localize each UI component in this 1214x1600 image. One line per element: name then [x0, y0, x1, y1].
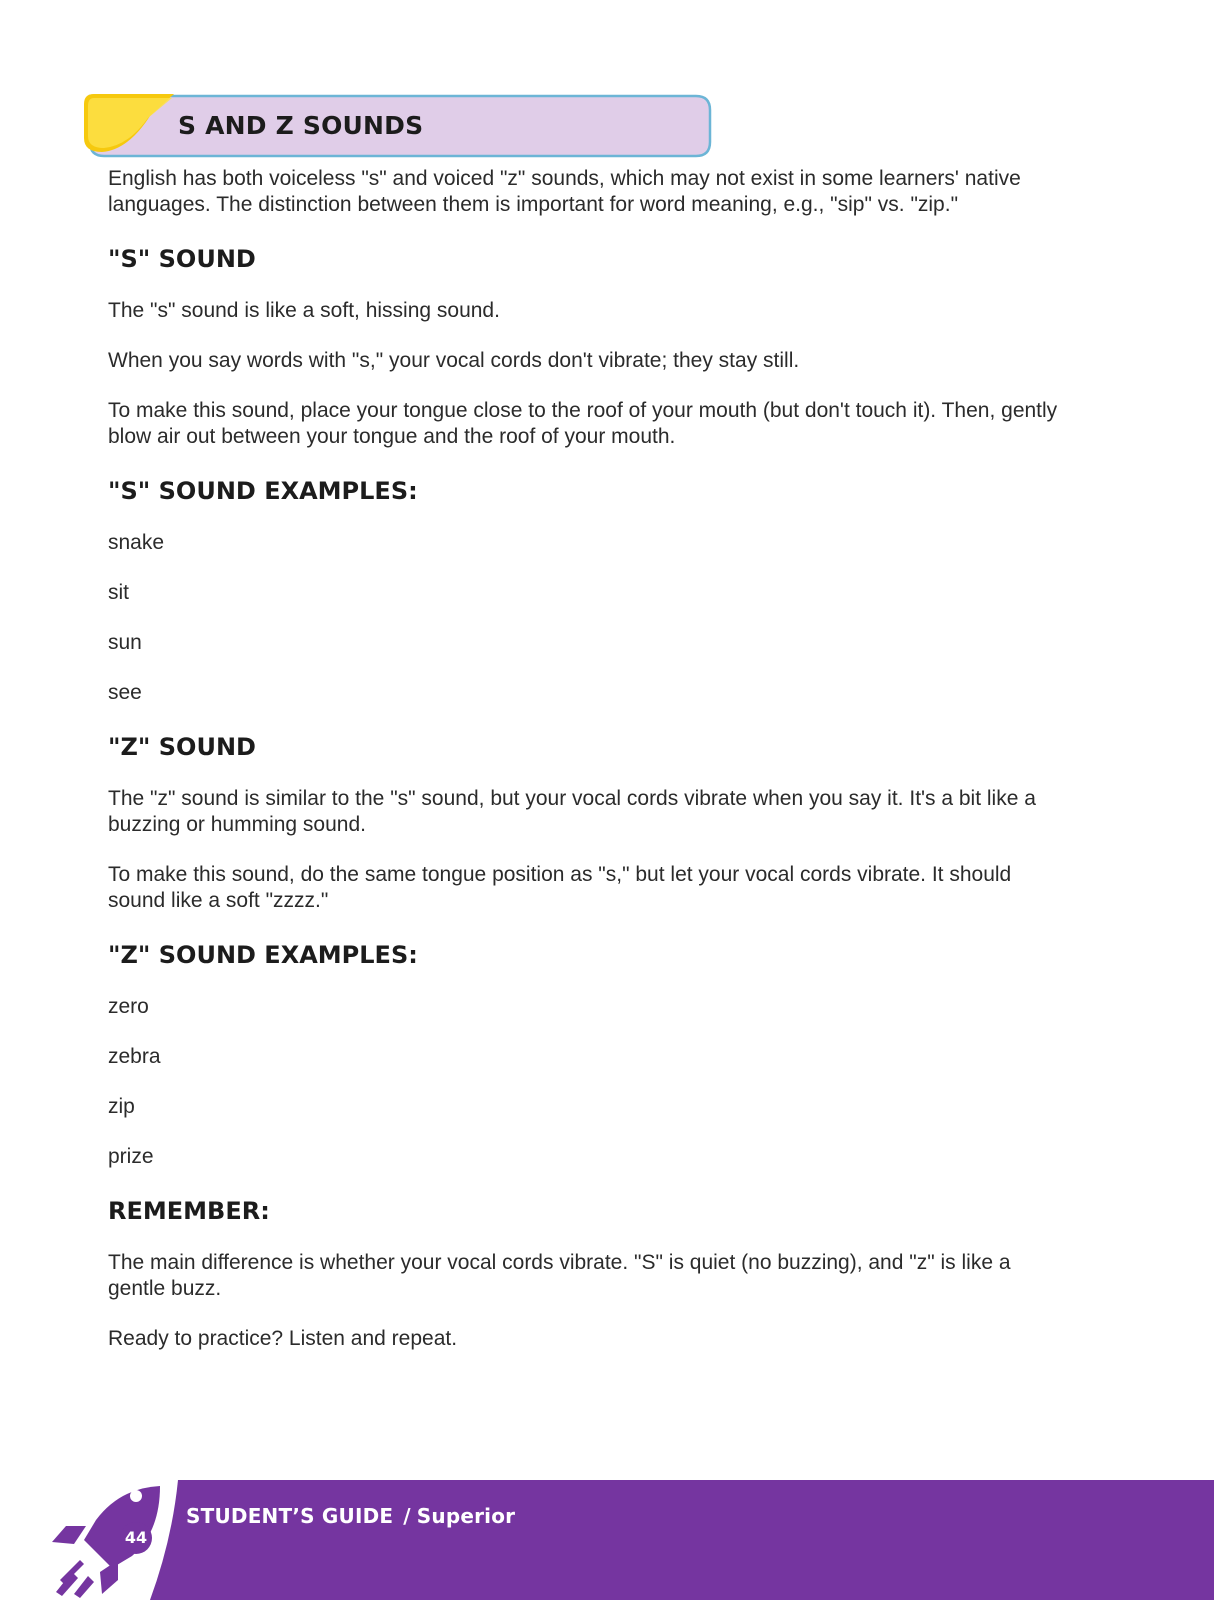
z-examples-heading: "Z" SOUND EXAMPLES:: [108, 941, 418, 969]
example-word: zebra: [108, 1045, 161, 1068]
example-word: see: [108, 681, 142, 704]
remember-paragraph: The main difference is whether your vocal cords vibrate. "S" is quiet (no buzzing), and "z" is like a gentle buzz.: [108, 1251, 1011, 1300]
example-word: prize: [108, 1145, 154, 1168]
footer-separator: /: [403, 1504, 411, 1528]
s-sound-paragraph: The "s" sound is like a soft, hissing sound.: [108, 299, 500, 322]
remember-heading: REMEMBER:: [108, 1197, 270, 1225]
remember-paragraph: Ready to practice? Listen and repeat.: [108, 1327, 458, 1350]
page-title: S AND Z SOUNDS: [178, 111, 424, 140]
main-content: [108, 166, 1058, 1352]
example-word: sun: [108, 631, 142, 654]
rocket-icon: [0, 1480, 200, 1600]
s-sound-heading: "S" SOUND: [108, 245, 256, 273]
guide-label: STUDENT’S GUIDE: [186, 1504, 394, 1528]
intro-paragraph: English has both voiceless "s" and voiced "z" sounds, which may not exist in some learners' native languages. The distinction between them is important for word meaning, e.g., "sip" vs. "zip.": [108, 167, 1021, 216]
s-sound-paragraph: To make this sound, place your tongue close to the roof of your mouth (but don't touch it). Then, gently blow air out between your tongue and the roof of your mouth.: [108, 399, 1058, 448]
example-word: zip: [108, 1095, 135, 1118]
z-sound-paragraph: The "z" sound is similar to the "s" sound, but your vocal cords vibrate when you say it. It's a bit like a buzzing or humming sound.: [108, 787, 1036, 836]
page-number: 44: [120, 1522, 152, 1554]
s-examples-heading: "S" SOUND EXAMPLES:: [108, 477, 418, 505]
z-sound-heading: "Z" SOUND: [108, 733, 256, 761]
level-label: Superior: [416, 1504, 516, 1528]
title-banner: [82, 94, 712, 158]
example-word: snake: [108, 531, 165, 554]
example-word: sit: [108, 581, 129, 604]
footer-label: [186, 1504, 515, 1528]
example-word: zero: [108, 995, 149, 1018]
s-sound-paragraph: When you say words with "s," your vocal cords don't vibrate; they stay still.: [108, 349, 800, 372]
page-footer: [0, 1480, 1214, 1600]
z-sound-paragraph: To make this sound, do the same tongue position as "s," but let your vocal cords vibrate. It should sound like a soft "zzzz.": [108, 863, 1012, 912]
